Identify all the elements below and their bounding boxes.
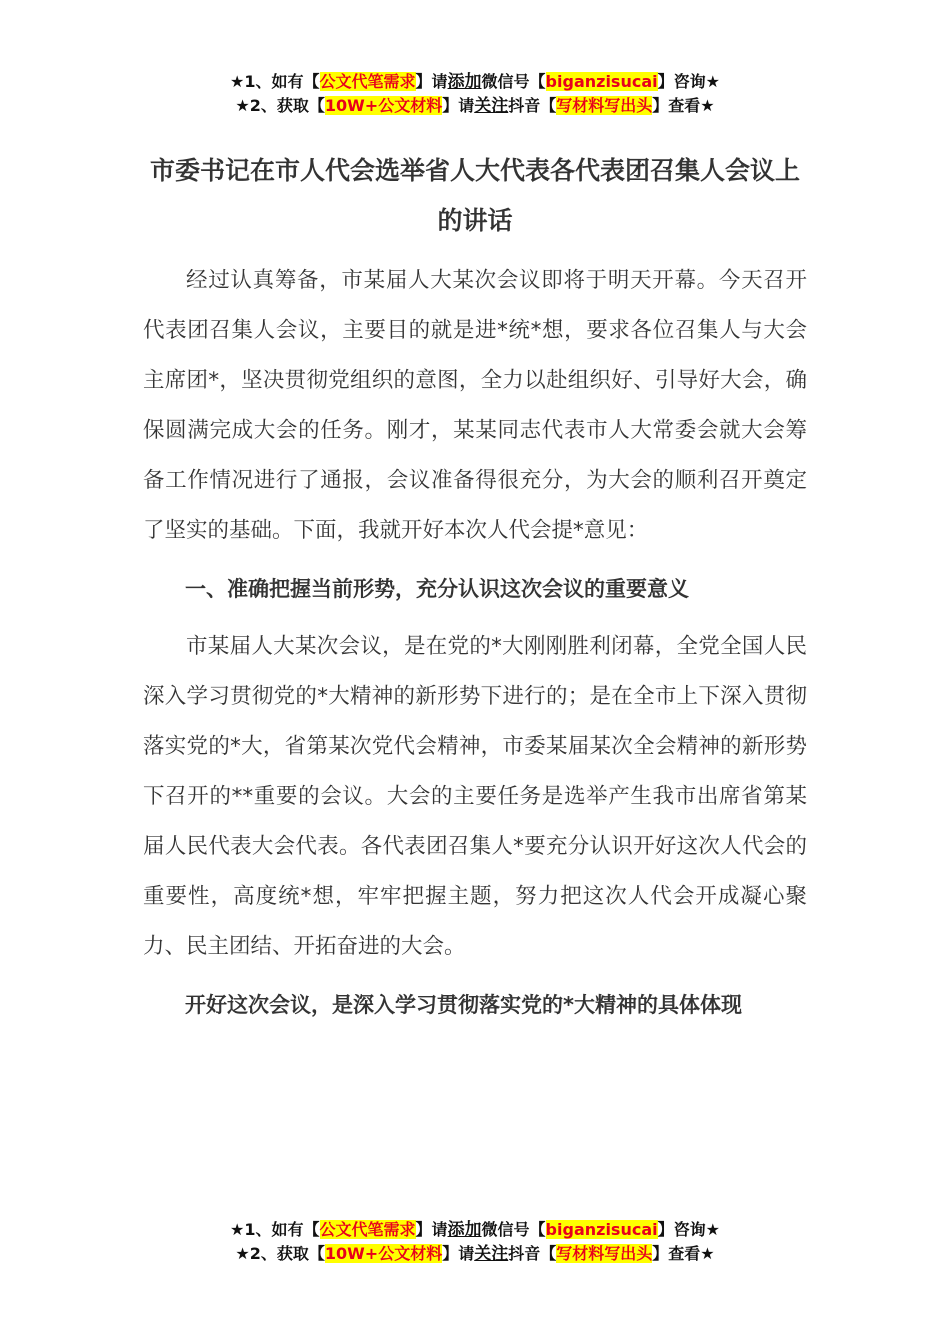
- document-body: [143, 256, 807, 1030]
- footer-ad-banner: [0, 1218, 950, 1266]
- ad-text: 】查看★: [652, 1244, 715, 1263]
- ad-line-1: [0, 70, 950, 94]
- subsection-heading: 开好这次会议，是深入学习贯彻落实党的*大精神的具体体现: [185, 993, 742, 1017]
- ad-douyin-id: 写材料写出头: [556, 1244, 653, 1263]
- ad-emphasis: 添加: [447, 72, 482, 92]
- ad-wechat-id: biganzisucai: [545, 72, 658, 91]
- ad-text: 】咨询★: [657, 72, 720, 91]
- document-title: 市委书记在市人代会选举省人大代表各代表团召集人会议上的讲话: [149, 156, 800, 235]
- ad-emphasis: 关注: [474, 1244, 509, 1264]
- paragraph-section-1: 市某届人大某次会议，是在党的*大刚刚胜利闭幕，全党全国人民深入学习贯彻党的*大精神的新形势下进行的；是在全市上下深入贯彻落实党的*大，省第某次党代会精神，市委某届某次全会精神的新形势下召开的**重要的会议。大会的主要任务是选举产生我市出席省第某届人民代表大会代表。各代表团召集人*要充分认识开好这次人代会的重要性，高度统*想，牢牢把握主题，努力把这次人代会开成凝心聚力、民主团结、开拓奋进的大会。: [143, 634, 807, 959]
- ad-text: 微信号【: [481, 72, 546, 91]
- ad-text: 】请: [415, 72, 448, 91]
- ad-text: 】咨询★: [657, 1220, 720, 1239]
- section-heading-1: 一、准确把握当前形势，充分认识这次会议的重要意义: [185, 577, 689, 601]
- ad-highlight: 公文代笔需求: [319, 72, 416, 91]
- ad-wechat-id: biganzisucai: [545, 1220, 658, 1239]
- ad-text: 】请: [442, 1244, 475, 1263]
- ad-highlight: 10W+公文材料: [324, 96, 443, 115]
- ad-highlight: 公文代笔需求: [319, 1220, 416, 1239]
- header-ad-banner: [0, 70, 950, 118]
- ad-line-1: [0, 1218, 950, 1242]
- ad-text: 】请: [415, 1220, 448, 1239]
- ad-text: ★2、获取【: [235, 1244, 325, 1263]
- ad-text: 抖音【: [508, 1244, 557, 1263]
- ad-text: 抖音【: [508, 96, 557, 115]
- ad-highlight: 10W+公文材料: [324, 1244, 443, 1263]
- ad-line-2: [0, 1242, 950, 1266]
- ad-text: 】请: [442, 96, 475, 115]
- ad-text: ★1、如有【: [230, 72, 320, 91]
- paragraph-intro: 经过认真筹备，市某届人大某次会议即将于明天开幕。今天召开代表团召集人会议，主要目的就是进*统*想，要求各位召集人与大会主席团*，坚决贯彻党组织的意图，全力以赴组织好、引导好大会，确保圆满完成大会的任务。刚才，某某同志代表市人大常委会就大会筹备工作情况进行了通报，会议准备得很充分，为大会的顺利召开奠定了坚实的基础。下面，我就开好本次人代会提*意见：: [143, 268, 807, 543]
- ad-emphasis: 添加: [447, 1220, 482, 1240]
- ad-text: ★2、获取【: [235, 96, 325, 115]
- ad-douyin-id: 写材料写出头: [556, 96, 653, 115]
- ad-text: 】查看★: [652, 96, 715, 115]
- ad-text: 微信号【: [481, 1220, 546, 1239]
- ad-emphasis: 关注: [474, 96, 509, 116]
- ad-line-2: [0, 94, 950, 118]
- ad-text: ★1、如有【: [230, 1220, 320, 1239]
